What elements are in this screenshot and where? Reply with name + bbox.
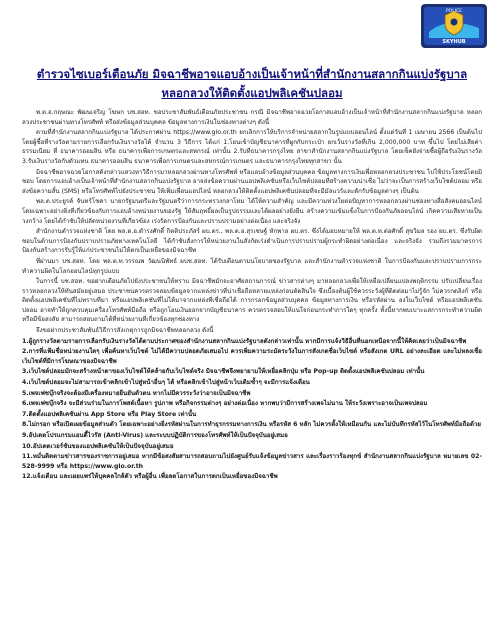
paragraph-police-directive: สำนักงานตำรวจแห่งชาติ โดย พล.ต.อ.ดำรงศักดิ์ กิตติประภัสร์ ผบ.ตร., พล.ต.อ.สุรเชษฐ์ หักพาล ผบ.ตร. ซึ่งได้มอบหมายให้ พล.ต.ท.ต่อศักดิ์ สุขวิมล รอง ผบ.ตร. ซึ่งรับผิดชอบในด้านการป้องกันปราบปรามภัยทางเทคโนโลยี ได้กำชับสั่งการให้หน่วยงานในสังกัดเร่งดำเนินการปราบปรามผู้กระทำผิดอย่างต่อเนื่อง และจริงจัง รวมถึงรวมมาตรการป้องกันสร้างการรับรู้ให้แก่ประชาชนไม่ให้ตกเป็นเหยื่อของมิจฉาชีพ bbox=[22, 228, 482, 255]
paragraph-pm-policy: พล.ต.ประยูรค์ จันทร์โชคา นายกรัฐมนตรีและรัฐมนตรีว่าการกระทรวงกลาโหม ได้ให้ความสำคัญ และมีความห่วงใยต่อปัญหาการหลอกลวงผ่านช่องทางสื่อสังคมออนไลน์ โดยเฉพาะอย่างยิ่งที่เกี่ยวข้องกับการแอบอ้างหน่วยงานของรัฐ ให้สัมฤทธิ์ผลเป็นรูปธรรมและได้ผลอย่างยั่งยืน สร้างความเข้มแข็งในการป้องกันภัยออนไลน์ เกิดความเสียหายเป็นวงกว้าง โดยได้กำชับให้ปลัดหน่วยงานที่เกี่ยวข้อง เร่งรัดการป้องกันและปราบปรามอย่างต่อเนื่อง และจริงจัง bbox=[22, 198, 482, 225]
list-item: 10.อัปเดตเวอร์ชันของแอปพลิเคชันให้เป็นปัจจุบันอยู่เสมอ bbox=[22, 442, 174, 450]
list-item: 9.อัปเดตโปรแกรมแอนตี้ไวรัส (Anti-Virus) และระบบปฏิบัติการของโทรศัพท์ให้เป็นปัจจุบันอยู่เสมอ bbox=[22, 432, 288, 439]
list-item: 2.การที่แฟ้มชื่อหน่วยงานใดๆ เพื่อค้นหาเว็บไซต์ ไม่ได้มีความปลอดภัยเสมอไป ควรเพิ่มความระมัดระวังในการสังเกตชื่อเว็บไซต์ หรือสังเกต URL อย่างละเอียด และไม่หลงเชื่อเว็บไซต์ที่มีการโฆษณาของมิจฉาชีพ bbox=[22, 348, 482, 365]
list-item: 4.เว็บไซต์ปลอมจะไม่สามารถเข้าคลิกเข้าไปสู่หน้าอื่นๆ ได้ หรือคลิกเข้าไปสู่หน้าเว็บเดิมซ้ำๆ จะมีการแจ้งเตือน bbox=[22, 379, 310, 387]
paragraph-glo-announcement: ตามที่สำนักงานสลากกินแบ่งรัฐบาล ได้ประกาศผ่าน https://www.glo.or.th ยกเลิกการให้บริการจำหน่ายสลากในรูปแบบออนไลน์ ตั้งแต่วันที่ 1 เมษายน 2566 เป็นต้นไป โดยผู้ซื้อที่รางวัลตามรายการเลือกรับเงินรางวัลได้ จำนวน 3 วิธีการ ได้แก่ 1.โอนเข้าบัญชีธนาคารที่ผูกกับกระเป๋า ยกเว้นรางวัลที่เกิน 2,000,000 บาท ขึ้นไป โดยไม่เสียค่าธรรมเนียม ที่ ธนาคารออมสิน หรือ ธนาคารเพื่อการเกษตรและสหกรณ์ เท่านั้น 2.รับที่ธนาคารกรุงไทย สาขาสำนักงานสลากกินแบ่งรัฐบาล โดยเช็คยังจ่ายซื้อผู้ถือรับเงินรางวัล 3.รับเงินรางวัลกับตัวแทน ธนาคารออมสิน ธนาคารเพื่อการเกษตรและสหกรณ์การเกษตร และธนาคารกรุงไทยทุกสาขา นั้น bbox=[22, 129, 482, 165]
list-item: 11.หมั่นติดตามข่าวสารของราชการอยู่เสมอ หากมีข้อสงสัยสามารถสอบถามไปยังศูนย์รับแจ้งข้อมูลข่าวสาร และเรื่องราวร้องทุกข์ สำนักงานสลากกินแบ่งรัฐบาล หมายเลข 02-528-9999 หรือ https://www.glo.or.th bbox=[22, 453, 482, 470]
headline-line-2: หลอกลวงให้ติดตั้งแอปพลิเคชันปลอม bbox=[161, 86, 343, 100]
paragraph-list-intro: จึงขอฝากประชาสัมพันธ์วิธีการสังเกตุการถูกมิจฉาชีพหลอกลวง ดังนี้ bbox=[36, 327, 214, 335]
police-badge-icon bbox=[417, 2, 491, 52]
list-item: 6.เพจเฟซบุ๊กจริง จะมีส่วนร่วมในการโพสต์เนื้อหา รูปภาพ หรือกิจกรรมต่างๆ อย่างต่อเนื่อง หากพบว่ามีการสร้างเพจไม่นาน ให้ระวังเพราะอาจเป็นเพจปลอม bbox=[22, 400, 428, 408]
paragraph-intro: พ.ต.อ.กฤษณะ พัฒนเจริญ โฆษก บช.สอท. ขอประชาสัมพันธ์เตือนภัยประชาชน กรณี มิจฉาชีพอาจฉวยโอกาสแอบอ้างเป็นเจ้าหน้าที่สำนักงานสลากกินแบ่งรัฐบาล หลอกลวงประชาชนผ่านทางโทรศัพท์ หรือส่งข้อมูลส่วนบุคคล ข้อมูลทางการเงินในช่องทางต่างๆ ดังนี้ bbox=[22, 109, 482, 126]
paragraph-warning: ในการนี้ บช.สอท. ขอฝากเตือนภัยไปยังประชาชนให้ทราบ มิจฉาชีพมักจะอาศัยสถานการณ์ ข่าวสารต่างๆ มาหลอกลวงเพื่อให้เหยื่อเปลี่ยนแปลงพฤติกรรม ปรับเปลี่ยนเรื่องราวหลอกลวงให้ทันสมัยอยู่เสมอ ประชาชนควรตรวจสอบข้อมูลจากแหล่งข่าวที่น่าเชื่อถือหลายแหล่งก่อนตัดสินใจ ซึ่งเบื้องต้นผู้ใช้ควรระวังผู้ที่ติดต่อมาไม่รู้จัก ไม่ควรกดลิงก์ หรือติดตั้งแอปพลิเคชันที่ไม่ทราบที่มา หรือแอปพลิเคชันที่ไม่ได้มาจากแหล่งที่เชื่อถือได้ การกรอกข้อมูลส่วนบุคคล ข้อมูลทางการเงิน หรือรหัสผ่าน ลงในเว็บไซต์ หรือแอปพลิเคชันปลอม อาจทำให้ถูกควบคุมเครื่องโทรศัพท์มือถือ หรือถูกโอนเงินออกจากบัญชีธนาคาร ควรตรวจสอบให้แน่ใจก่อนกระทำการใดๆ ทุกครั้ง ทั้งนี้หากพบเบาะแสการกระทำความผิด หรือมีข้อสงสัย สามารถสอบถามได้ที่หน่วยงานที่เกี่ยวข้องทุกช่องทาง bbox=[22, 278, 482, 324]
list-item: 8.ไม่กรอก หรือเปิดเผยข้อมูลส่วนตัว โดยเฉพาะอย่างยิ่งรหัสผ่านในการทำธุรกรรมทางการเงิน หรือรหัส 6 หลัก ไม่ควรตั้งให้เหมือนกัน และไม่บันทึกรหัสไว้ในโทรศัพท์มือถือด้วย bbox=[22, 421, 482, 429]
list-item: 3.เว็บไซต์ปลอมมักจะสร้างหน้าตาของเว็บไซต์ให้คล้ายกับเว็บไซต์จริง มิจฉาชีพจึงพยายามให้เหยื่อคลิกปุ่ม หรือ Pop-up ติดตั้งแอปพลิเคชันปลอม เท่านั้น bbox=[22, 368, 425, 376]
list-item: 1.ผู้ถูกรางวัลตามรายการเลือกรับเงินรางวัลได้ตามประกาศของสำนักงานสลากกินแบ่งรัฐบาลดังกล่าวเท่านั้น หากมีการแจ้งวิธีอื่นที่นอกเหนือจากนี้ให้คิดเลยว่าเป็นมิจฉาชีพ bbox=[22, 337, 467, 345]
paragraph-ccib-policy: ที่ผ่านมา บช.สอท. โดย พล.ต.ท.วรรณพ วัฒนนิพัทธ์ ผบช.สอท. ได้รับเตือนตามนโยบายของรัฐบาล และสำนักงานตำรวจแห่งชาติ ในการป้องกันและปราบปรามการกระทำความผิดในโลกออนไลน์ทุกรูปแบบ bbox=[22, 257, 482, 275]
list-item: 5.เพจเฟซบุ๊กจริงจะต้องมีเครื่องหมายยืนยันตัวตน หากไม่มีควรระวังว่าอาจเป็นมิจฉาชีพ bbox=[22, 389, 251, 397]
logo-caption: SKYHUB bbox=[442, 39, 466, 45]
paragraph-scam-method: มิจฉาชีพอาจฉวยโอกาสดังกล่าวแสวงหาวิธีการมาหลอกลวงผ่านทางโทรศัพท์ หรือแอบอ้างข้อมูลส่วนบุคคล ข้อมูลทางการเงินเพื่อหลอกลวงประชาชน ไปใช้ประโยชน์โดยมิชอบ โดยการแอบอ้างเป็นเจ้าหน้าที่สำนักงานสลากกินแบ่งรัฐบาล อาจส่งข้อความผ่านแอปพลิเคชันหรือเว็บไซต์ปลอมที่สร้างความน่าเชื่อ ไม่ว่าจะเป็นการสร้างเว็บไซต์ปลอม หรือส่งข้อความสั้น (SMS) หรือโทรศัพท์ไปยังประชาชน ให้เพิ่มเพื่อนแอปไลน์ หลอกลวงให้ติดตั้งแอปพลิเคชันปลอมที่จะมีมัลแวร์และดักรับข้อมูลต่างๆ เป็นต้น bbox=[22, 168, 482, 195]
list-item: 7.ติดตั้งแอปพลิเคชันผ่าน App Store หรือ Play Store เท่านั้น bbox=[22, 410, 197, 418]
safety-tips-list bbox=[22, 337, 482, 482]
list-item: 12.แจ้งเตือน และเผยแพร่ให้บุคคลใกล้ตัว หรือผู้อื่น เพื่อลดโอกาสในการตกเป็นเหยื่อของมิจฉาชีพ bbox=[22, 473, 278, 481]
headline-line-1: ตำรวจไซเบอร์เตือนภัย มิจฉาชีพอาจแอบอ้างเป็นเจ้าหน้าที่สำนักงานสลากกินแบ่งรัฐบาล bbox=[36, 67, 468, 81]
article-body bbox=[22, 108, 482, 482]
police-cyber-logo bbox=[417, 2, 491, 52]
logo-top-text: POLICE bbox=[445, 9, 463, 14]
